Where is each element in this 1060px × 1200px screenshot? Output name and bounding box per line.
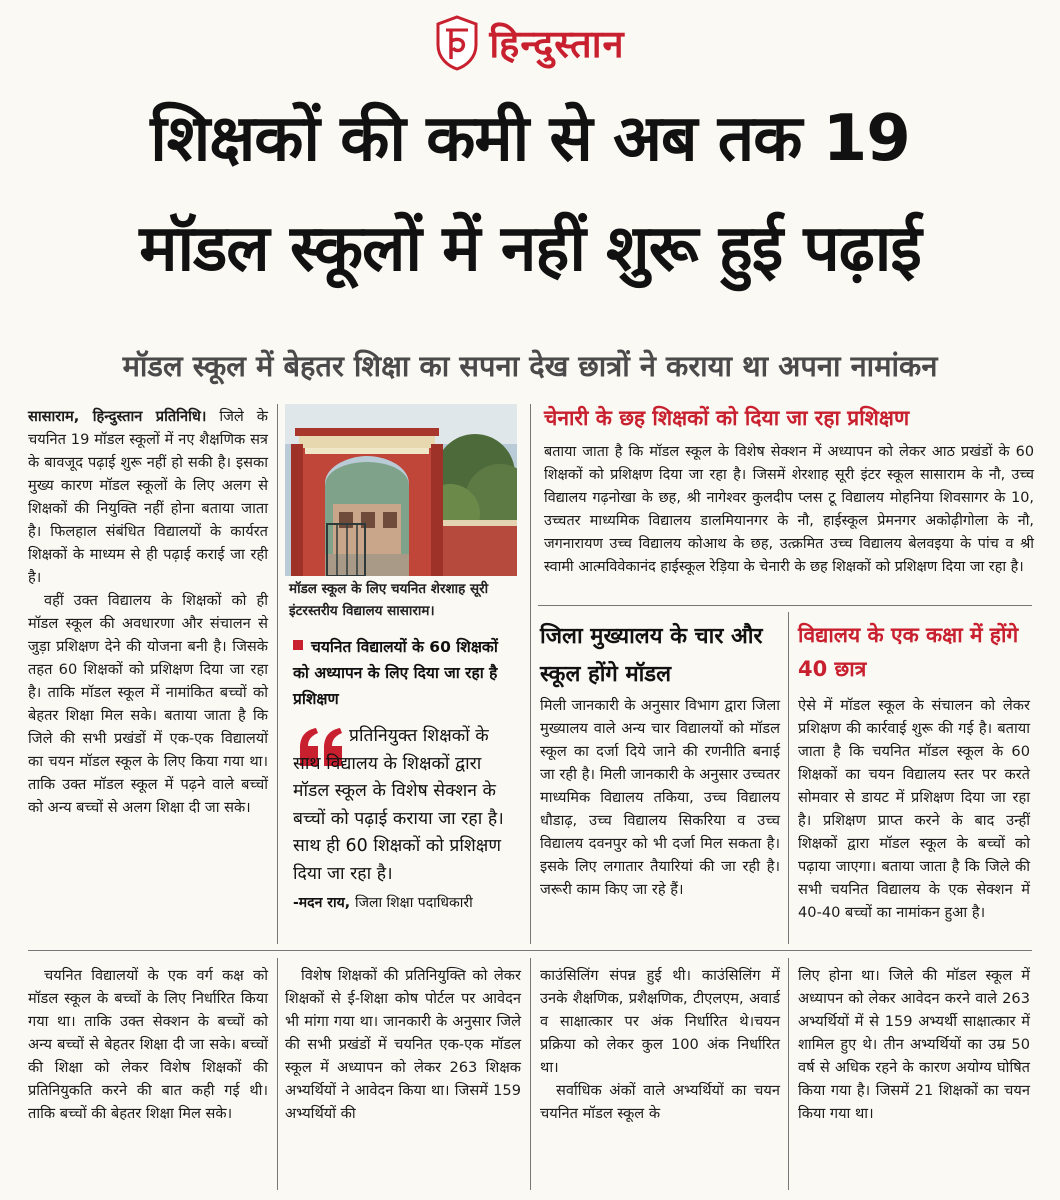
- article-paragraph: लिए होना था। जिले की मॉडल स्कूल में अध्यापन को लेकर आवेदन करने वाले 263 अभ्यर्थियों में से 159 अभ्यर्थी साक्षात्कार में शामिल हुए थे। तीन अभ्यर्थियों का उम्र 50 वर्ष से अधिक रहने के कारण अयोग्य घोषित किया गया है। जिसमें 21 शिक्षकों का चयन किया गया था।: [798, 967, 1030, 1122]
- school-gate-photo: [285, 404, 517, 576]
- article-column-1: [28, 405, 268, 819]
- headline-line-2: मॉडल स्कूलों में नहीं शुरू हुई पढ़ाई: [139, 212, 921, 286]
- article-paragraph: वहीं उक्त विद्यालय के शिक्षकों को ही मॉडल स्कूल की अवधारणा और संचालन से जुड़ा प्रशिक्षण देने की योजना बनी है। जिसके तहत 60 शिक्षकों को प्रशिक्षण दिया जा रहा है। ताकि मॉडल स्कूल में नामांकित बच्चों को बेहतर शिक्षा मिल सके। बताया जाता है कि जिले की सभी प्रखंडों में एक-एक विद्यालयों का चयन मॉडल स्कूल के लिए किया गया था। ताकि उक्त मॉडल स्कूल में पढ़ने वाले बच्चों को अन्य बच्चों से अलग शिक्षा दी जा सके।: [28, 592, 268, 816]
- headline-line-1: शिक्षकों की कमी से अब तक 19: [150, 102, 910, 176]
- column-divider: [788, 958, 789, 1190]
- quote-text: प्रतिनियुक्त शिक्षकों के साथ विद्यालय के शिक्षकों द्वारा मॉडल स्कूल के विशेष सेक्शन के बच्चों को पढ़ाई कराया जा रहा है। साथ ही 60 शिक्षकों को प्रशिक्षण दिया जा रहा है।: [293, 726, 504, 884]
- article-lead: [28, 405, 268, 589]
- column-divider: [530, 958, 531, 1190]
- column-divider: [277, 404, 278, 944]
- section-title-district-hq: जिला मुख्यालय के चार और स्कूल होंगे मॉडल: [540, 624, 763, 687]
- section-body-chenari: बताया जाता है कि मॉडल स्कूल के विशेष सेक्शन में अध्यापन को लेकर आठ प्रखंडों के 60 शिक्षकों को प्रशिक्षण दिया जा रहा है। जिसमें शेरशाह सूरी इंटर स्कूल सासाराम के नौ, उच्च विद्यालय गढ़नोखा के छह, श्री नागेश्वर कुलदीप प्लस टू विद्यालय मोहनिया शिवसागर के 10, उच्चतर माध्यमिक विद्यालय डालमियानगर के नौ, हाईस्कूल प्रेमनगर अकोढ़ीगोला के नौ, जगनारायण उच्च विद्यालय कोआथ के छह, उत्क्रमित उच्च विद्यालय बेलवइया के पांच व श्री स्वामी आत्मविवेकानंद हाईस्कूल रेड़िया के चेनारी के छह शिक्षकों को प्रशिक्षण दिया जा रहा है।: [544, 444, 1034, 575]
- headline: [18, 84, 1042, 304]
- column-divider: [530, 404, 531, 944]
- section-divider: [28, 950, 1032, 951]
- newspaper-brand: हिन्दुस्तान: [489, 21, 625, 66]
- article-paragraph: मिली जानकारी के अनुसार विभाग द्वारा जिला मुख्यालय वाले अन्य चार विद्यालयों को मॉडल स्कूल का दर्जा दिये जाने की रणनीति बनाई जा रही है। मिली जानकारी के अनुसार उच्चतर माध्यमिक विद्यालय तकिया, उच्च विद्यालय धौडाढ़, उच्च विद्यालय सिकरिया व उच्च विद्यालय दवनपुर को भी दर्जा मिल सकता है। इसके लिए लगातार तैयारियां की जा रही है। जरूरी काम किए जा रहे हैं।: [540, 697, 780, 898]
- column-divider: [788, 612, 789, 944]
- section-title-class-size: विद्यालय के एक कक्षा में होंगे 40 छात्र: [798, 623, 1019, 681]
- column-divider: [277, 958, 278, 1190]
- article-paragraph: जिले के चयनित 19 मॉडल स्कूलों में नए शैक्षणिक सत्र के बावजूद पढ़ाई शुरू नहीं हो सकी है। इसका मुख्य कारण मॉडल स्कूलों के लिए अलग से शिक्षकों की नियुक्ति नहीं होना बताया जाता है। फिलहाल संबंधित विद्यालयों के कार्यरत शिक्षकों के माध्यम से ही पढ़ाई कराई जा रही है।: [28, 408, 269, 586]
- hi-shield-logo-icon: [435, 15, 479, 71]
- article-paragraph: सर्वाधिक अंकों वाले अभ्यर्थियों का चयन चयनित मॉडल स्कूल के: [540, 1082, 780, 1122]
- bottom-column-4: [798, 964, 1030, 1125]
- section-title-chenari: चेनारी के छह शिक्षकों को दिया जा रहा प्रशिक्षण: [544, 406, 910, 430]
- masthead: [0, 10, 1060, 76]
- article-paragraph: काउंसिलिंग संपन्न हुई थी। काउंसिलिंग में उनके शैक्षणिक, प्रशैक्षणिक, टीएलएम, अवार्ड व साक्षात्कार पर अंक निर्धारित थे।चयन प्रक्रिया को लेकर कुल 100 अंक निर्धारित था।: [540, 967, 780, 1076]
- quote-attribution: [293, 890, 521, 918]
- red-square-bullet-icon: [293, 640, 303, 650]
- bottom-column-3: [540, 964, 780, 1125]
- highlight-text: चयनित विद्यालयों के 60 शिक्षकों को अध्यापन के लिए दिया जा रहा है प्रशिक्षण: [293, 638, 498, 708]
- quote-author: -मदन राय,: [293, 895, 351, 911]
- section-divider: [538, 605, 1032, 606]
- pull-quote: [293, 723, 521, 918]
- bottom-column-2: [285, 964, 521, 1125]
- quote-author-role: जिला शिक्षा पदाधिकारी: [354, 895, 473, 911]
- highlight-bullet: [293, 634, 519, 712]
- photo-caption: मॉडल स्कूल के लिए चयनित शेरशाह सूरी इंटरस्तरीय विद्यालय सासाराम।: [289, 581, 489, 619]
- section-body-class-size: [798, 694, 1030, 924]
- dateline: सासाराम, हिन्दुस्तान प्रतिनिधि।: [28, 408, 207, 425]
- section-body-district-hq: [540, 694, 780, 901]
- article-paragraph: ऐसे में मॉडल स्कूल के संचालन को लेकर प्रशिक्षण की कार्रवाई शुरू की गई है। बताया जाता है कि चयनित मॉडल स्कूल के 60 शिक्षकों का चयन विद्यालय स्तर पर करते सोमवार से डायट में प्रशिक्षण दिया जा रहा है। प्रशिक्षण प्राप्त करने के बाद उन्हीं शिक्षकों द्वारा मॉडल स्कूल के बच्चों को पढ़ाया जाएगा। बताया जाता है कि जिले की सभी चयनित विद्यालय के एक सेक्शन में 40-40 बच्चों का नामांकन हुआ है।: [798, 697, 1030, 921]
- article-paragraph: विशेष शिक्षकों की प्रतिनियुक्ति को लेकर शिक्षकों से ई-शिक्षा कोष पोर्टल पर आवेदन भी मांगा गया था। जानकारी के अनुसार जिले की सभी प्रखंडों में चयनित एक-एक मॉडल स्कूल में अध्यापन को लेकर 263 शिक्षक अभ्यर्थियों ने आवेदन किया था। जिसमें 159 अभ्यर्थियों की: [285, 967, 521, 1122]
- subheadline: मॉडल स्कूल में बेहतर शिक्षा का सपना देख छात्रों ने कराया था अपना नामांकन: [122, 349, 938, 383]
- article-paragraph: चयनित विद्यालयों के एक वर्ग कक्ष को मॉडल स्कूल के बच्चों के लिए निर्धारित किया गया था। ताकि उक्त सेक्शन के बच्चों को अन्य बच्चों से बेहतर शिक्षा दी जा सके। बच्चों की शिक्षा को लेकर विशेष शिक्षकों की प्रतिनियुकति करने की बात कही गई थी। ताकि बच्चों की बेहतर शिक्षा मिल सके।: [28, 967, 268, 1122]
- bottom-column-1: [28, 964, 268, 1125]
